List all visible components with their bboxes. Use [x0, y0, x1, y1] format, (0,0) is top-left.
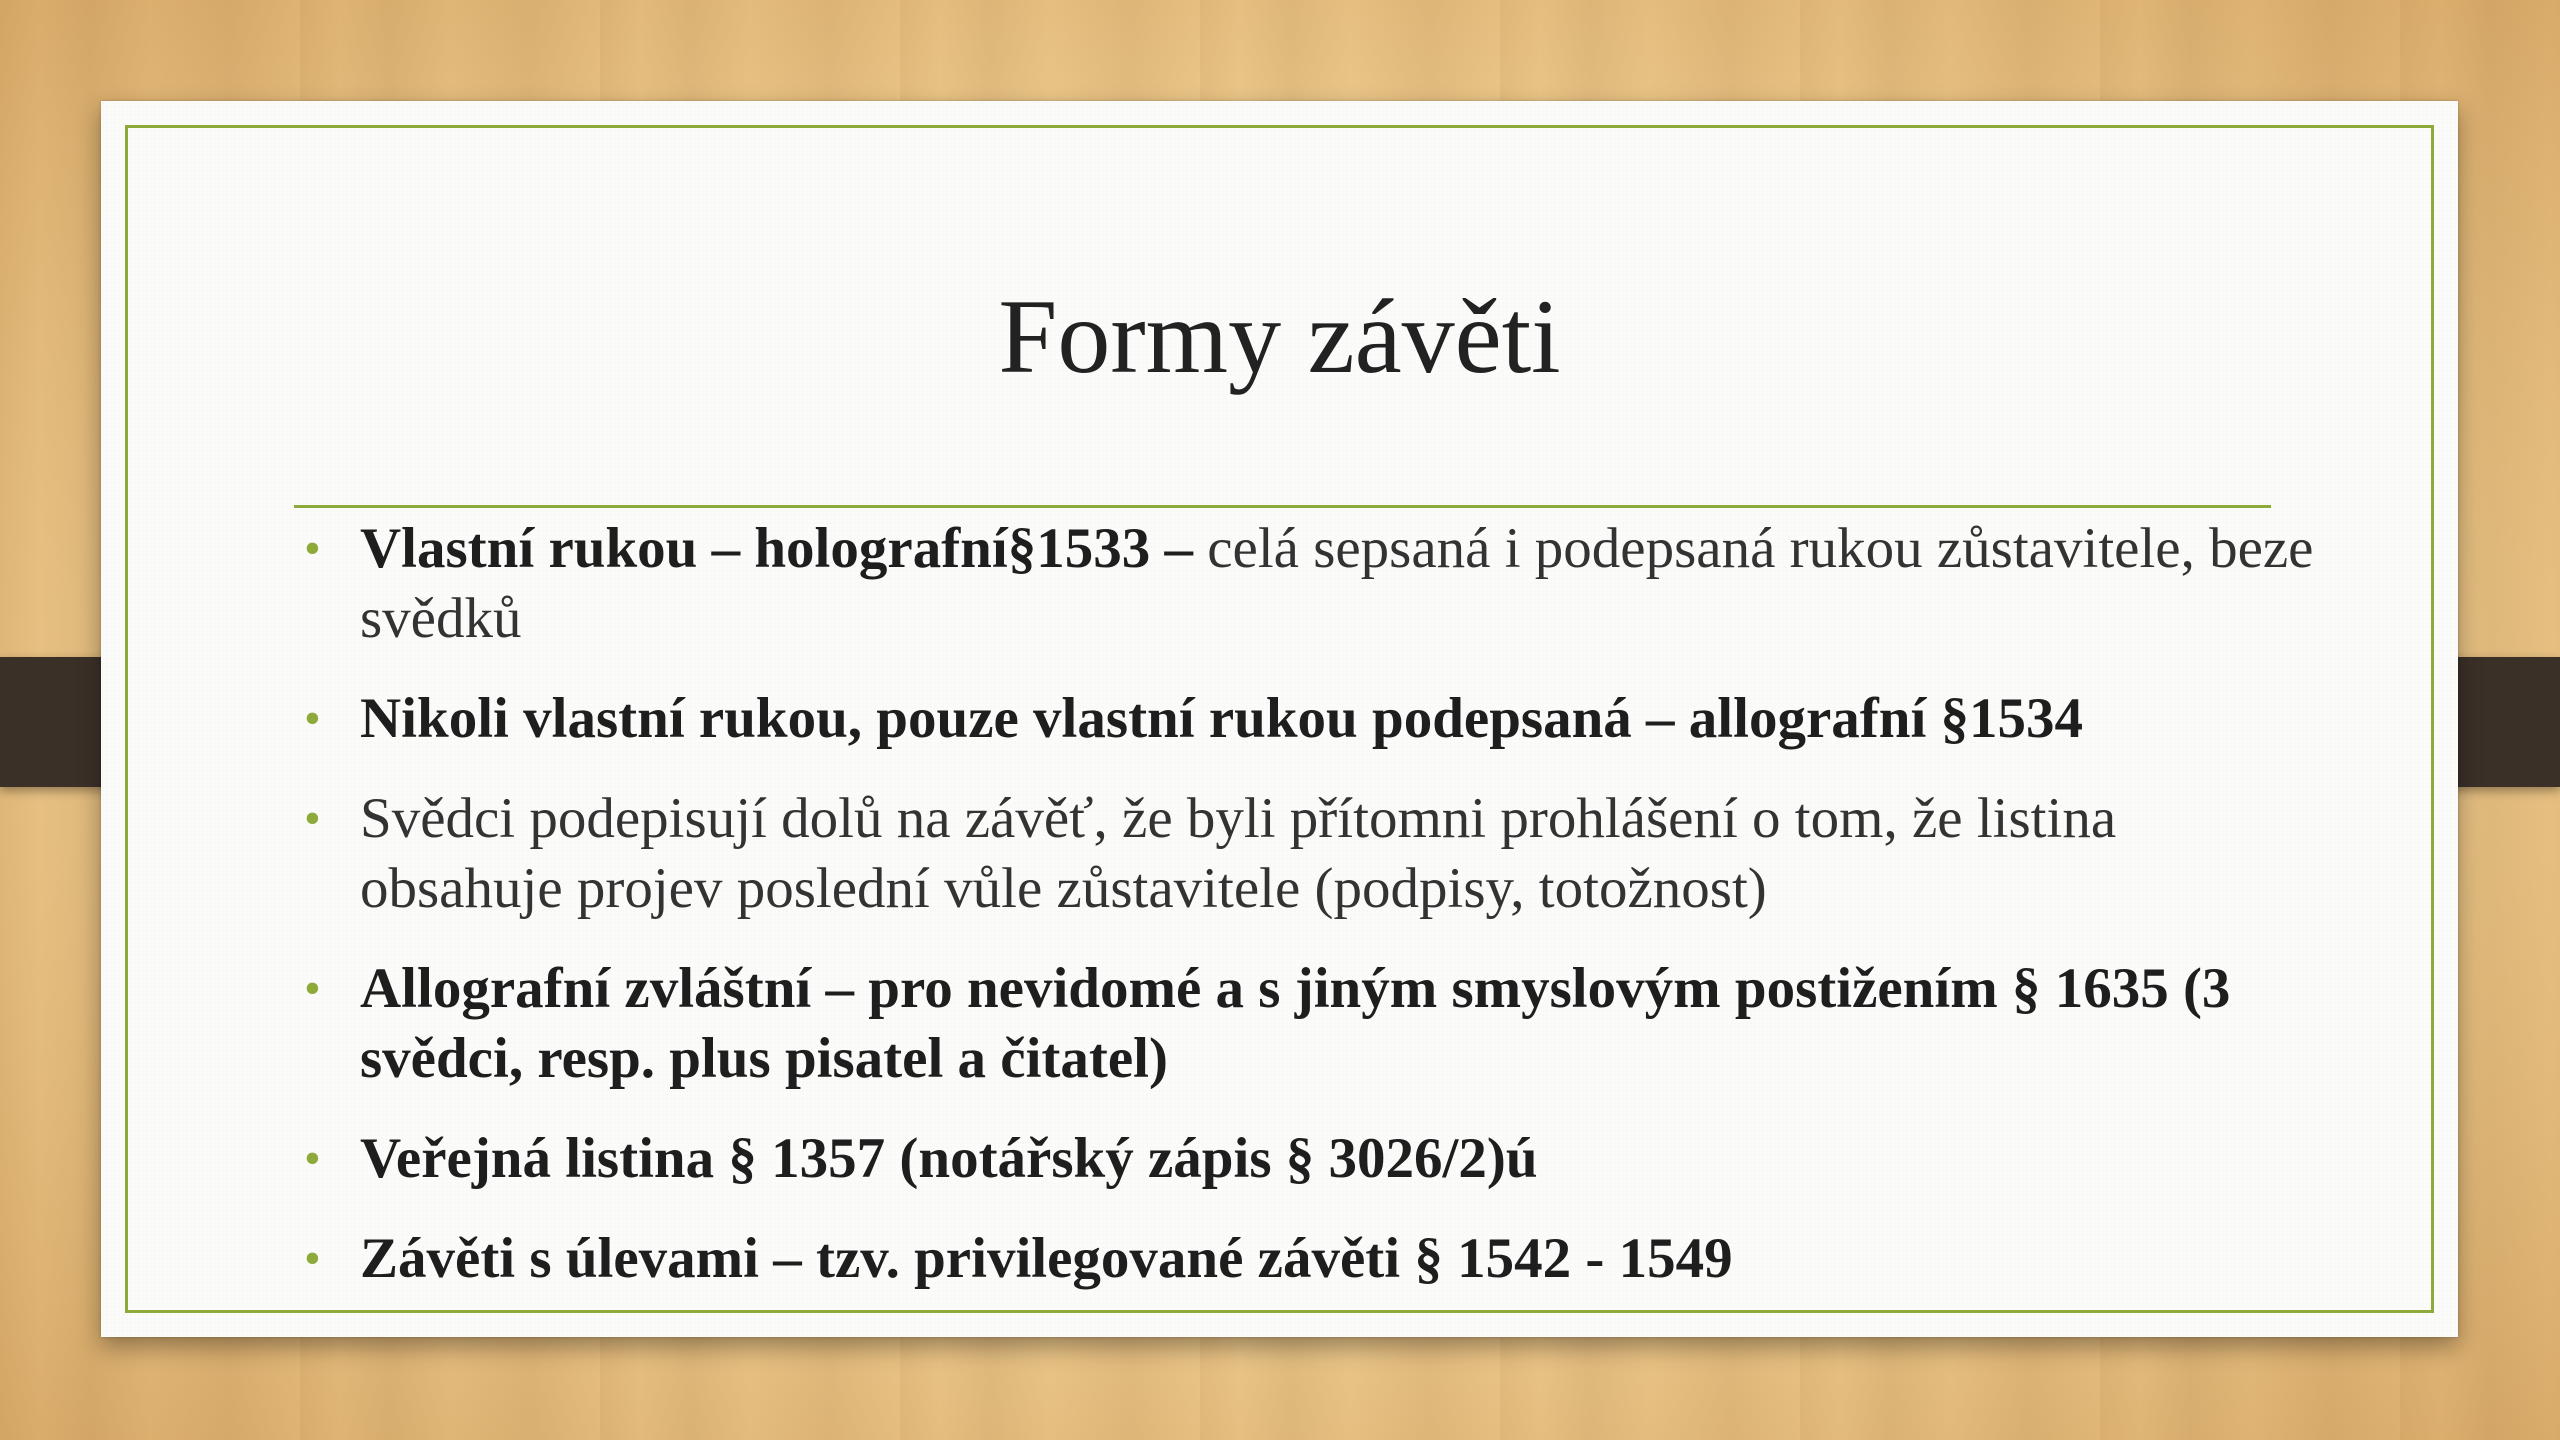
title-divider	[294, 505, 2271, 508]
list-item	[294, 954, 2324, 1094]
list-item	[294, 684, 2324, 754]
bullet-marker: •	[304, 1132, 321, 1185]
list-item	[294, 1224, 2324, 1294]
bullet-bold-text: Veřejná listina § 1357 (notářský zápis § 3026/2)ú	[360, 1127, 1538, 1190]
list-item	[294, 514, 2324, 654]
list-item	[294, 1124, 2324, 1194]
bullet-bold-text: Závěti s úlevami – tzv. privilegované závěti § 1542 - 1549	[360, 1227, 1733, 1290]
bullet-list	[294, 514, 2324, 1324]
bullet-marker: •	[304, 792, 321, 845]
bullet-normal-text: Svědci podepisují dolů na závěť, že byli přítomni prohlášení o tom, že listina obsahuje projev poslední vůle zůstavitele (podpisy, totožnost)	[360, 787, 2117, 920]
bullet-bold-text: Allografní zvláštní – pro nevidomé a s jiným smyslovým postižením § 1635 (3 svědci, resp. plus pisatel a čitatel)	[360, 957, 2231, 1090]
list-item	[294, 784, 2324, 924]
bullet-bold-text: Nikoli vlastní rukou, pouze vlastní rukou podepsaná – allografní §1534	[360, 687, 2084, 750]
bullet-marker: •	[304, 1232, 321, 1285]
bullet-marker: •	[304, 692, 321, 745]
bullet-normal-text: celá sepsaná i podepsaná rukou zůstavitele, beze svědků	[360, 517, 2314, 650]
bullet-bold-text: Vlastní rukou – holografní§1533 –	[360, 517, 1193, 580]
presentation-slide	[101, 101, 2458, 1337]
bullet-marker: •	[304, 962, 321, 1015]
bullet-marker: •	[304, 522, 321, 575]
slide-title: Formy závěti	[998, 278, 1561, 395]
